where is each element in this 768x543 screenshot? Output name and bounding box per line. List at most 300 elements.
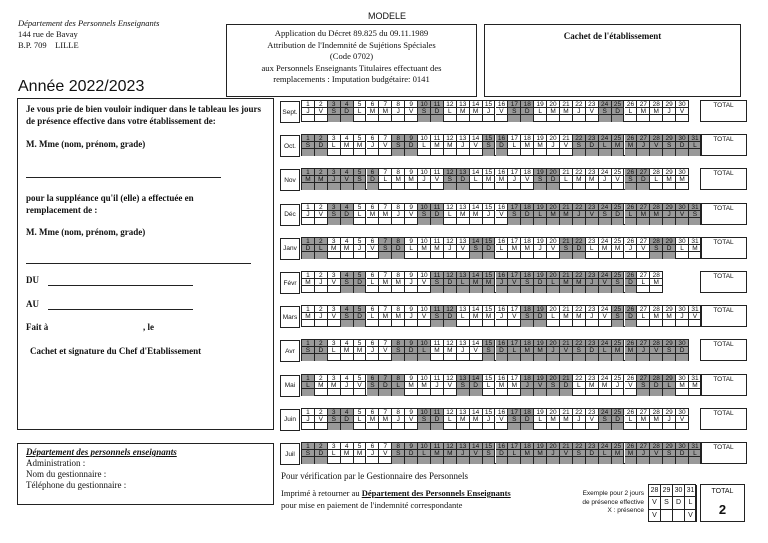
presence-cell[interactable] <box>650 423 663 430</box>
day-number: 4 <box>341 101 354 108</box>
day-letter: M <box>418 382 431 389</box>
presence-cell <box>650 218 663 225</box>
day-number: 6 <box>367 443 380 450</box>
presence-cell[interactable] <box>341 149 354 156</box>
day-letter: L <box>689 142 702 149</box>
presence-cell[interactable] <box>534 149 547 156</box>
presence-cell[interactable] <box>560 115 573 122</box>
presence-cell[interactable] <box>457 218 470 225</box>
presence-cell[interactable] <box>470 149 483 156</box>
presence-cell[interactable] <box>302 115 315 122</box>
day-letter: V <box>560 450 573 457</box>
day-letter: L <box>483 382 496 389</box>
presence-cell[interactable] <box>470 218 483 225</box>
presence-cell[interactable] <box>315 115 328 122</box>
month-total[interactable]: TOTAL <box>700 442 747 464</box>
day-letter: V <box>444 382 457 389</box>
month-total[interactable]: TOTAL <box>700 374 747 396</box>
day-letter: V <box>560 347 573 354</box>
presence-cell <box>470 457 483 464</box>
return-dept: Département des Personnels Enseignants <box>361 488 511 498</box>
month-grid <box>301 408 689 430</box>
day-letter: D <box>354 279 367 286</box>
presence-cell[interactable] <box>418 149 431 156</box>
day-letter: M <box>521 142 534 149</box>
presence-cell[interactable] <box>444 423 457 430</box>
presence-cell[interactable] <box>573 320 586 327</box>
presence-cell[interactable] <box>379 457 392 464</box>
day-number: 12 <box>444 135 457 142</box>
day-letter: D <box>392 245 405 252</box>
month-label: Sept. <box>280 101 300 123</box>
presence-cell[interactable] <box>625 389 638 396</box>
presence-cell[interactable] <box>508 389 521 396</box>
day-letter: D <box>496 347 509 354</box>
day-number: 9 <box>405 375 418 382</box>
presence-cell[interactable] <box>676 252 689 259</box>
presence-cell[interactable] <box>431 252 444 259</box>
presence-cell[interactable] <box>367 252 380 259</box>
presence-cell[interactable] <box>663 320 676 327</box>
presence-cell[interactable] <box>418 286 431 293</box>
presence-cell <box>341 115 354 122</box>
day-letter: M <box>599 382 612 389</box>
presence-cell[interactable] <box>521 252 534 259</box>
presence-cell[interactable] <box>354 457 367 464</box>
day-letter: M <box>650 313 663 320</box>
month-total[interactable]: TOTAL <box>700 271 747 293</box>
day-letter: S <box>341 313 354 320</box>
presence-cell[interactable] <box>431 183 444 190</box>
day-number: 14 <box>470 135 483 142</box>
month-total[interactable]: TOTAL <box>700 237 747 259</box>
day-number: 20 <box>547 169 560 176</box>
presence-cell[interactable] <box>405 389 418 396</box>
day-letter: M <box>470 313 483 320</box>
presence-cell[interactable] <box>328 457 341 464</box>
day-letter: M <box>521 245 534 252</box>
day-number: 16 <box>496 101 509 108</box>
presence-cell[interactable] <box>379 423 392 430</box>
presence-cell[interactable] <box>379 286 392 293</box>
day-number: 29 <box>663 169 676 176</box>
day-number: 23 <box>586 443 599 450</box>
presence-cell[interactable] <box>405 218 418 225</box>
presence-cell <box>560 457 573 464</box>
presence-cell[interactable] <box>496 320 509 327</box>
presence-cell[interactable] <box>379 218 392 225</box>
presence-cell <box>534 286 547 293</box>
day-number: 18 <box>521 409 534 416</box>
presence-cell[interactable] <box>483 183 496 190</box>
presence-cell[interactable] <box>663 423 676 430</box>
presence-cell[interactable] <box>431 389 444 396</box>
presence-cell[interactable] <box>405 252 418 259</box>
presence-cell[interactable] <box>328 320 341 327</box>
day-letter: D <box>457 176 470 183</box>
presence-cell[interactable] <box>663 183 676 190</box>
presence-cell[interactable] <box>650 183 663 190</box>
day-number: 16 <box>496 443 509 450</box>
presence-cell[interactable] <box>586 389 599 396</box>
example-legend <box>572 490 644 516</box>
presence-cell[interactable] <box>328 149 341 156</box>
presence-cell[interactable] <box>367 320 380 327</box>
presence-cell[interactable] <box>650 115 663 122</box>
presence-cell[interactable] <box>418 183 431 190</box>
presence-cell[interactable] <box>521 149 534 156</box>
presence-cell[interactable] <box>676 320 689 327</box>
presence-cell[interactable] <box>315 320 328 327</box>
presence-cell[interactable] <box>457 115 470 122</box>
presence-cell[interactable] <box>573 389 586 396</box>
presence-cell[interactable] <box>405 286 418 293</box>
day-number: 29 <box>663 238 676 245</box>
day-letter: M <box>392 176 405 183</box>
presence-cell[interactable] <box>431 149 444 156</box>
presence-cell[interactable] <box>586 320 599 327</box>
decree-box <box>226 24 477 97</box>
presence-cell <box>612 286 625 293</box>
presence-cell[interactable] <box>379 149 392 156</box>
presence-cell[interactable] <box>457 149 470 156</box>
presence-cell[interactable] <box>457 320 470 327</box>
presence-cell[interactable] <box>367 115 380 122</box>
presence-cell[interactable] <box>367 354 380 361</box>
presence-cell[interactable] <box>483 320 496 327</box>
presence-cell <box>521 423 534 430</box>
presence-cell[interactable] <box>547 320 560 327</box>
presence-cell[interactable] <box>637 115 650 122</box>
presence-cell[interactable] <box>496 423 509 430</box>
presence-cell[interactable] <box>392 218 405 225</box>
month-total[interactable]: TOTAL <box>700 339 747 361</box>
day-number: 7 <box>379 375 392 382</box>
presence-cell[interactable] <box>405 423 418 430</box>
day-number: 17 <box>508 135 521 142</box>
day-letter: S <box>418 416 431 423</box>
presence-cell <box>302 183 315 190</box>
presence-cell[interactable] <box>470 423 483 430</box>
day-letter: M <box>405 176 418 183</box>
presence-cell[interactable] <box>379 183 392 190</box>
presence-cell[interactable] <box>483 115 496 122</box>
presence-cell[interactable] <box>599 252 612 259</box>
presence-cell[interactable] <box>586 115 599 122</box>
presence-cell[interactable] <box>625 423 638 430</box>
day-number: 19 <box>534 238 547 245</box>
day-number: 1 <box>302 443 315 450</box>
day-number: 25 <box>612 306 625 313</box>
presence-cell[interactable] <box>483 423 496 430</box>
presence-cell[interactable] <box>534 252 547 259</box>
month-total[interactable]: TOTAL <box>700 100 747 122</box>
presence-cell[interactable] <box>508 183 521 190</box>
day-number: 20 <box>547 409 560 416</box>
presence-cell[interactable] <box>470 183 483 190</box>
presence-cell[interactable] <box>676 423 689 430</box>
day-number: 20 <box>547 340 560 347</box>
day-number: 15 <box>483 409 496 416</box>
day-letter: S <box>302 142 315 149</box>
presence-cell[interactable] <box>444 389 457 396</box>
presence-cell[interactable] <box>573 183 586 190</box>
presence-cell <box>431 423 444 430</box>
day-number: 10 <box>418 101 431 108</box>
day-number: 15 <box>483 443 496 450</box>
presence-cell[interactable] <box>496 218 509 225</box>
presence-cell[interactable] <box>496 183 509 190</box>
presence-cell[interactable] <box>573 115 586 122</box>
day-letter: V <box>676 211 689 218</box>
presence-cell[interactable] <box>444 149 457 156</box>
month-grid <box>301 237 702 259</box>
day-number: 26 <box>625 443 638 450</box>
presence-cell[interactable] <box>354 354 367 361</box>
presence-cell[interactable] <box>444 252 457 259</box>
presence-cell[interactable] <box>328 389 341 396</box>
presence-cell[interactable] <box>586 252 599 259</box>
presence-cell[interactable] <box>418 252 431 259</box>
presence-cell[interactable] <box>650 286 663 293</box>
presence-cell[interactable] <box>637 320 650 327</box>
presence-cell[interactable] <box>612 252 625 259</box>
presence-cell[interactable] <box>315 286 328 293</box>
presence-cell[interactable] <box>418 320 431 327</box>
example-mark: V <box>685 510 697 522</box>
presence-cell[interactable] <box>508 320 521 327</box>
presence-cell[interactable] <box>547 423 560 430</box>
day-letter: L <box>418 347 431 354</box>
presence-cell[interactable] <box>637 423 650 430</box>
example-mark <box>673 510 685 522</box>
presence-cell[interactable] <box>483 218 496 225</box>
presence-cell[interactable] <box>457 354 470 361</box>
day-letter: M <box>625 347 638 354</box>
presence-cell[interactable] <box>354 389 367 396</box>
du-line <box>48 285 193 286</box>
presence-cell[interactable] <box>637 252 650 259</box>
presence-cell[interactable] <box>315 218 328 225</box>
day-letter: M <box>328 245 341 252</box>
month-total[interactable]: TOTAL <box>700 203 747 225</box>
day-number: 14 <box>470 101 483 108</box>
day-letter: S <box>483 450 496 457</box>
presence-cell[interactable] <box>457 252 470 259</box>
presence-cell[interactable] <box>560 183 573 190</box>
presence-cell[interactable] <box>612 183 625 190</box>
presence-cell[interactable] <box>302 218 315 225</box>
day-letter: V <box>405 416 418 423</box>
presence-cell[interactable] <box>534 423 547 430</box>
day-letter: J <box>521 382 534 389</box>
day-letter: J <box>547 142 560 149</box>
presence-cell <box>676 149 689 156</box>
day-letter: M <box>431 450 444 457</box>
presence-cell <box>521 457 534 464</box>
presence-cell[interactable] <box>637 286 650 293</box>
presence-cell[interactable] <box>496 389 509 396</box>
presence-cell[interactable] <box>560 423 573 430</box>
month-total[interactable]: TOTAL <box>700 168 747 190</box>
presence-cell[interactable] <box>367 149 380 156</box>
day-letter: M <box>341 450 354 457</box>
presence-cell[interactable] <box>586 423 599 430</box>
presence-cell[interactable] <box>379 354 392 361</box>
presence-cell[interactable] <box>457 423 470 430</box>
day-letter: M <box>444 450 457 457</box>
presence-cell[interactable] <box>392 286 405 293</box>
presence-cell[interactable] <box>547 115 560 122</box>
presence-cell[interactable] <box>392 423 405 430</box>
presence-cell[interactable] <box>676 183 689 190</box>
presence-cell[interactable] <box>508 252 521 259</box>
presence-cell[interactable] <box>547 149 560 156</box>
day-letter: L <box>625 108 638 115</box>
day-letter: M <box>573 176 586 183</box>
month-total[interactable]: TOTAL <box>700 408 747 430</box>
presence-cell[interactable] <box>379 320 392 327</box>
presence-cell[interactable] <box>470 115 483 122</box>
day-number: 17 <box>508 443 521 450</box>
presence-cell[interactable] <box>367 286 380 293</box>
presence-cell[interactable] <box>470 354 483 361</box>
presence-cell[interactable] <box>470 320 483 327</box>
presence-cell[interactable] <box>354 218 367 225</box>
presence-cell[interactable] <box>302 423 315 430</box>
presence-cell[interactable] <box>431 354 444 361</box>
presence-cell <box>457 286 470 293</box>
presence-cell[interactable] <box>612 389 625 396</box>
day-letter: D <box>367 176 380 183</box>
presence-cell[interactable] <box>341 457 354 464</box>
month-total[interactable]: TOTAL <box>700 305 747 327</box>
presence-cell <box>547 354 560 361</box>
presence-cell[interactable] <box>496 252 509 259</box>
presence-cell[interactable] <box>354 149 367 156</box>
day-letter: M <box>457 416 470 423</box>
presence-cell[interactable] <box>418 389 431 396</box>
presence-cell[interactable] <box>625 115 638 122</box>
day-letter: L <box>418 450 431 457</box>
day-number: 18 <box>521 169 534 176</box>
presence-cell[interactable] <box>379 115 392 122</box>
day-number: 28 <box>650 306 663 313</box>
example-total <box>700 484 745 522</box>
presence-cell[interactable] <box>444 115 457 122</box>
month-label: Oct. <box>280 135 300 157</box>
presence-cell[interactable] <box>444 218 457 225</box>
day-letter: M <box>457 211 470 218</box>
day-letter: M <box>302 279 315 286</box>
presence-cell[interactable] <box>444 354 457 361</box>
presence-cell[interactable] <box>534 115 547 122</box>
day-number: 13 <box>457 375 470 382</box>
presence-cell[interactable] <box>496 115 509 122</box>
presence-cell[interactable] <box>315 389 328 396</box>
presence-cell <box>431 286 444 293</box>
presence-cell[interactable] <box>328 354 341 361</box>
month-grid <box>301 305 702 327</box>
month-total[interactable]: TOTAL <box>700 134 747 156</box>
presence-cell[interactable] <box>573 423 586 430</box>
presence-cell[interactable] <box>560 149 573 156</box>
presence-cell[interactable] <box>392 183 405 190</box>
presence-cell[interactable] <box>676 115 689 122</box>
presence-cell[interactable] <box>599 389 612 396</box>
day-number: 9 <box>405 101 418 108</box>
presence-cell[interactable] <box>663 115 676 122</box>
presence-cell[interactable] <box>341 389 354 396</box>
presence-cell <box>302 354 315 361</box>
day-number: 1 <box>302 409 315 416</box>
presence-cell[interactable] <box>328 252 341 259</box>
presence-cell[interactable] <box>625 252 638 259</box>
presence-cell[interactable] <box>354 423 367 430</box>
day-letter: D <box>521 108 534 115</box>
day-letter: D <box>612 416 625 423</box>
presence-cell[interactable] <box>483 389 496 396</box>
day-number: 10 <box>418 375 431 382</box>
presence-cell[interactable] <box>405 183 418 190</box>
presence-cell[interactable] <box>367 218 380 225</box>
presence-cell[interactable] <box>599 320 612 327</box>
presence-cell[interactable] <box>367 423 380 430</box>
presence-cell[interactable] <box>650 320 663 327</box>
day-number: 26 <box>625 135 638 142</box>
day-number: 16 <box>496 238 509 245</box>
presence-cell[interactable] <box>508 149 521 156</box>
day-letter: S <box>663 142 676 149</box>
presence-cell[interactable] <box>560 320 573 327</box>
presence-cell <box>676 218 689 225</box>
presence-cell[interactable] <box>367 457 380 464</box>
presence-cell[interactable] <box>547 252 560 259</box>
day-letter: J <box>496 279 509 286</box>
presence-cell <box>599 149 612 156</box>
presence-cell[interactable] <box>302 286 315 293</box>
presence-cell[interactable] <box>392 115 405 122</box>
presence-cell[interactable] <box>341 252 354 259</box>
presence-cell[interactable] <box>341 354 354 361</box>
presence-cell <box>586 457 599 464</box>
day-number: 8 <box>392 169 405 176</box>
day-letter: M <box>508 382 521 389</box>
presence-cell[interactable] <box>354 252 367 259</box>
presence-cell[interactable] <box>676 389 689 396</box>
day-number: 19 <box>534 375 547 382</box>
day-number: 14 <box>470 340 483 347</box>
presence-cell[interactable] <box>315 423 328 430</box>
presence-cell[interactable] <box>392 320 405 327</box>
day-letter: S <box>508 108 521 115</box>
presence-cell[interactable] <box>521 183 534 190</box>
day-number: 1 <box>302 272 315 279</box>
presence-cell[interactable] <box>599 183 612 190</box>
presence-cell[interactable] <box>328 286 341 293</box>
day-letter: V <box>470 142 483 149</box>
day-number: 22 <box>573 375 586 382</box>
presence-cell[interactable] <box>586 183 599 190</box>
presence-cell <box>367 389 380 396</box>
presence-cell[interactable] <box>302 320 315 327</box>
presence-cell[interactable] <box>405 115 418 122</box>
day-letter: D <box>625 279 638 286</box>
day-number: 30 <box>676 409 689 416</box>
day-number: 7 <box>379 204 392 211</box>
presence-cell[interactable] <box>405 320 418 327</box>
presence-cell[interactable] <box>354 115 367 122</box>
